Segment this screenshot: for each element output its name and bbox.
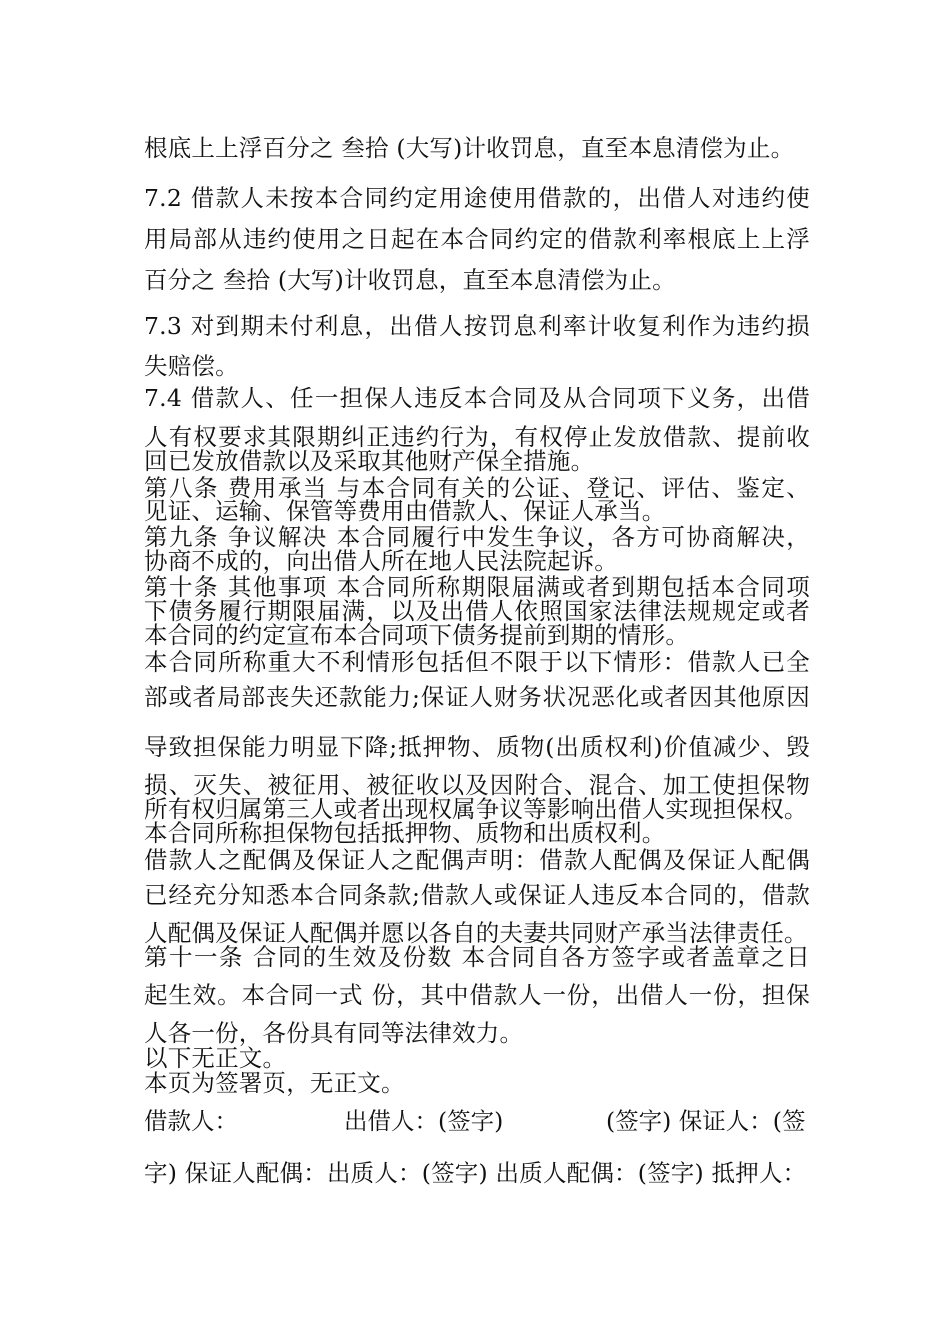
paragraph-line: 失赔偿。 — [144, 352, 239, 380]
paragraph-line: 第九条 争议解决 本合同履行中发生争议，各方可协商解决， — [144, 523, 810, 551]
paragraph-line: 人有权要求其限期纠正违约行为，有权停止发放借款、提前收 — [144, 423, 810, 451]
paragraph-line: 7.3 对到期未付利息，出借人按罚息利率计收复利作为违约损 — [144, 312, 810, 340]
paragraph-line: 人各一份，各份具有同等法律效力。 — [144, 1019, 524, 1047]
paragraph-line: 起生效。本合同一式 份，其中借款人一份，出借人一份，担保 — [144, 981, 810, 1009]
paragraph-line: 导致担保能力明显下降;抵押物、质物(出质权利)价值减少、毁 — [144, 733, 810, 761]
paragraph-line: 回已发放借款以及采取其他财产保全措施。 — [144, 447, 595, 475]
paragraph-line: 本页为签署页，无正文。 — [144, 1069, 405, 1097]
paragraph-line: 本合同所称担保物包括抵押物、质物和出质权利。 — [144, 819, 666, 847]
paragraph-line: 7.2 借款人未按本合同约定用途使用借款的，出借人对违约使 — [144, 184, 810, 212]
paragraph-line: 第十一条 合同的生效及份数 本合同自各方签字或者盖章之日 — [144, 943, 810, 971]
paragraph-line: 用局部从违约使用之日起在本合同约定的借款利率根底上上浮 — [144, 225, 810, 253]
paragraph-line: 协商不成的，向出借人所在地人民法院起诉。 — [144, 547, 618, 575]
paragraph-line: 所有权归属第三人或者出现权属争议等影响出借人实现担保权。 — [144, 795, 808, 823]
paragraph-line: 本合同的约定宣布本合同项下债务提前到期的情形。 — [144, 621, 690, 649]
signature-line: 字) 保证人配偶：出质人：(签字) 出质人配偶：(签字) 抵押人： — [144, 1159, 807, 1187]
paragraph-line: 第十条 其他事项 本合同所称期限届满或者到期包括本合同项 — [144, 573, 810, 601]
paragraph-line: 损、灭失、被征用、被征收以及因附合、混合、加工使担保物 — [144, 771, 810, 799]
paragraph-line: 已经充分知悉本合同条款;借款人或保证人违反本合同的，借款 — [144, 881, 810, 909]
paragraph-line: 百分之 叁拾 (大写)计收罚息，直至本息清偿为止。 — [144, 266, 676, 294]
paragraph-line: 第八条 费用承当 与本合同有关的公证、登记、评估、鉴定、 — [144, 474, 810, 502]
guarantor-signature-label: (签字) 保证人：(签 — [606, 1107, 806, 1135]
lender-signature-label: 出借人：(签字) — [344, 1107, 504, 1135]
paragraph-line: 部或者局部丧失还款能力;保证人财务状况恶化或者因其他原因 — [144, 683, 810, 711]
borrower-signature-label: 借款人： — [144, 1107, 238, 1135]
paragraph-line: 借款人之配偶及保证人之配偶声明：借款人配偶及保证人配偶 — [144, 846, 810, 874]
paragraph-line: 以下无正文。 — [144, 1044, 287, 1072]
paragraph-line: 人配偶及保证人配偶并愿以各自的夫妻共同财产承当法律责任。 — [144, 919, 808, 947]
paragraph-line: 下债务履行期限届满，以及出借人依照国家法律法规规定或者 — [144, 597, 810, 625]
paragraph-line: 7.4 借款人、任一担保人违反本合同及从合同项下义务，出借 — [144, 384, 810, 412]
paragraph-line: 根底上上浮百分之 叁拾 (大写)计收罚息，直至本息清偿为止。 — [144, 134, 795, 162]
paragraph-line: 本合同所称重大不利情形包括但不限于以下情形：借款人已全 — [144, 648, 810, 676]
paragraph-line: 见证、运输、保管等费用由借款人、保证人承当。 — [144, 497, 666, 525]
